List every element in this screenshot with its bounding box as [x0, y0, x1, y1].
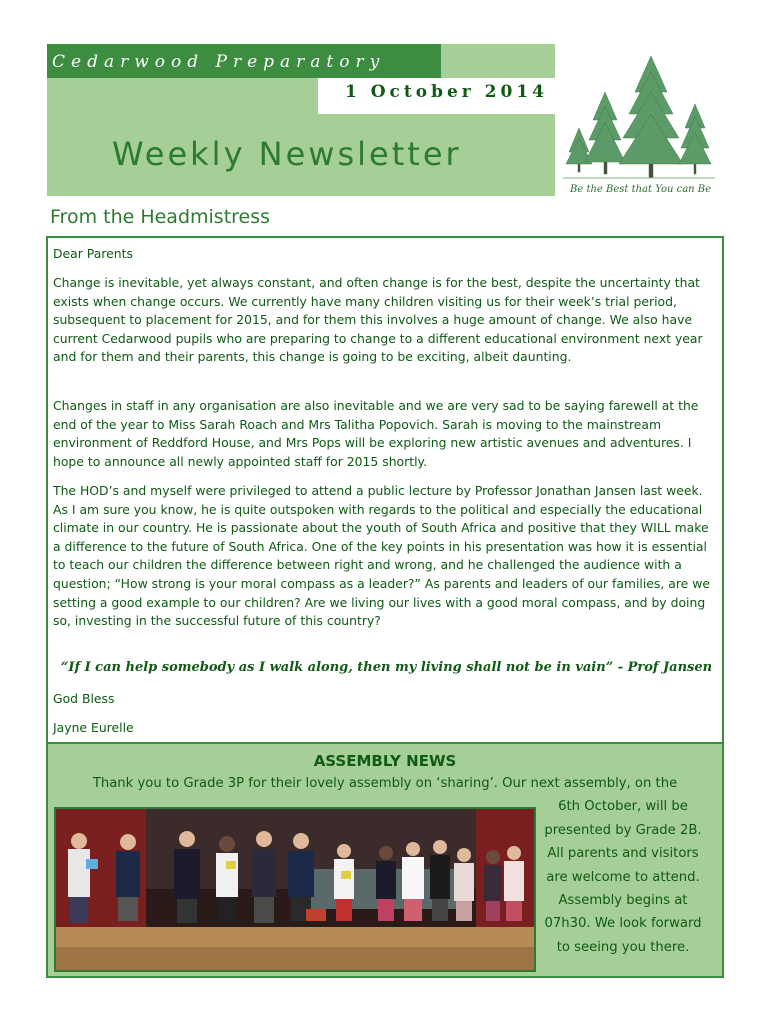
jansen-quote: “If I can help somebody as I walk along, then my living shall not be in vain” - Prof Jansen	[60, 660, 713, 675]
school-name: Cedarwood Preparatory	[52, 52, 386, 72]
section-heading-headmistress: From the Headmistress	[50, 206, 271, 228]
letter-closing: God Bless	[53, 691, 115, 706]
newsletter-title: Weekly Newsletter	[112, 135, 462, 173]
letter-greeting: Dear Parents	[53, 246, 133, 261]
assembly-text-line: are welcome to attend.	[546, 870, 700, 885]
assembly-text-line: 6th October, will be	[558, 799, 688, 814]
assembly-text-line: to seeing you there.	[556, 940, 690, 955]
letter-paragraph-1: Change is inevitable, yet always constant, and often change is for the best, despite the uncertainty that exists when change occurs. We currently have many children visiting us for their week’s trial period, subsequent to placement for 2015, and for them this involves a huge amount of change. We also have current Cedarwood pupils who are preparing to change to a different educational environment next year and for them and their parents, this change is going to be exciting, albeit daunting.	[53, 275, 703, 365]
school-motto: Be the Best that You can Be	[570, 184, 712, 195]
assembly-text-line: Assembly begins at	[558, 893, 688, 908]
assembly-text-line: presented by Grade 2B.	[544, 823, 702, 838]
assembly-text-line: 07h30. We look forward	[544, 916, 702, 931]
assembly-heading: ASSEMBLY NEWS	[313, 752, 457, 770]
letter-paragraph-3: The HOD’s and myself were privileged to attend a public lecture by Professor Jonathan Jansen last week. As I am sure you know, he is quite outspoken with regards to the political and especially the educational climate in our country. He is passionate about the youth of South Africa and positive that they WILL make a difference to the future of South Africa. One of the key points in his presentation was how it is essential to teach our children the difference between right and wrong, and he challenged the audience with a question; “How strong is your moral compass as a leader?” As parents and leaders of our families, are we setting a good example to our children? Are we living our lives with a good moral compass, and by doing so, investing in the successful future of this country?	[53, 483, 710, 629]
newsletter-date: 1 October 2014	[345, 82, 548, 102]
letter-signature: Jayne Eurelle	[53, 720, 134, 735]
assembly-photo	[54, 807, 536, 972]
assembly-intro-line: Thank you to Grade 3P for their lovely assembly on ‘sharing’. Our next assembly, on the	[92, 776, 678, 791]
letter-paragraph-2: Changes in staff in any organisation are also inevitable and we are very sad to be saying farewell at the end of the year to Miss Sarah Roach and Mrs Talitha Popovich. Sarah is moving to the mainstream environment of Reddford House, and Mrs Pops will be exploring new artistic avenues and adventures. I hope to announce all newly appointed staff for 2015 shortly.	[53, 398, 699, 469]
assembly-text-line: All parents and visitors	[547, 846, 699, 861]
pine-trees-icon	[563, 52, 715, 182]
